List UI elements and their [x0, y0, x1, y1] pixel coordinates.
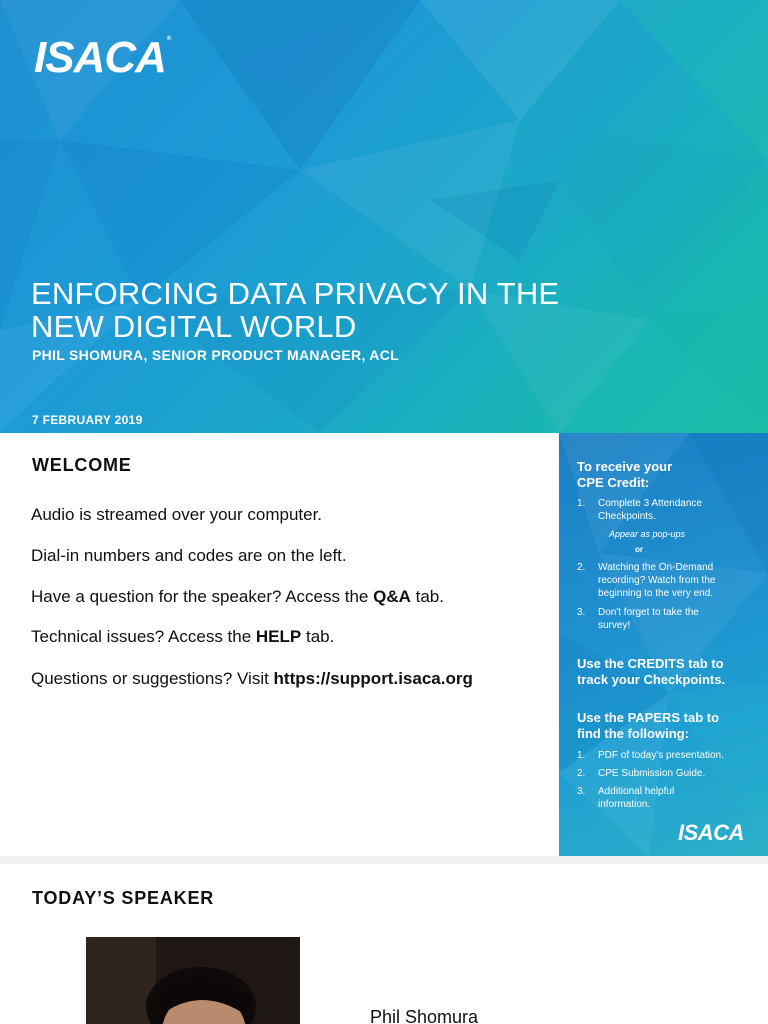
- papers-item-2: 2. CPE Submission Guide.: [577, 768, 706, 779]
- title-line-2: NEW DIGITAL WORLD: [31, 309, 357, 344]
- qa-tab-reference: Q&A: [373, 587, 411, 606]
- speaker-heading: TODAY’S SPEAKER: [32, 888, 215, 908]
- welcome-line-question: Have a question for the speaker? Access the Q&A tab.: [31, 587, 444, 606]
- cpe-step-2: 2. Watching the On-Demand recording? Watch from the beginning to the very end.: [577, 562, 716, 599]
- cpe-heading: To receive your CPE Credit:: [577, 459, 673, 490]
- support-link[interactable]: https://support.isaca.org: [273, 669, 473, 688]
- speaker-name: Phil Shomura: [370, 1007, 479, 1024]
- welcome-line-support: Questions or suggestions? Visit https://support.isaca.org: [31, 669, 473, 688]
- credits-tab-heading: Use the CREDITS tab to track your Checkpoints.: [577, 656, 726, 687]
- cpe-step-3: 3. Don't forget to take the survey!: [577, 607, 699, 631]
- slide-divider: [0, 856, 768, 864]
- help-tab-reference: HELP: [255, 627, 302, 646]
- welcome-heading: WELCOME: [32, 455, 132, 475]
- popup-note: Appear as pop-ups: [609, 529, 686, 539]
- isaca-logo-small: ISACA: [678, 820, 744, 845]
- welcome-line-audio: Audio is streamed over your computer.: [31, 505, 323, 524]
- presentation-date: 7 FEBRUARY 2019: [32, 413, 143, 427]
- papers-item-3: 3. Additional helpful information.: [577, 786, 675, 810]
- papers-tab-heading: Use the PAPERS tab to find the following:: [577, 710, 720, 741]
- isaca-logo: ISACA®: [34, 33, 171, 82]
- speaker-portrait-image: [86, 937, 300, 1024]
- presenter-subtitle: PHIL SHOMURA, SENIOR PRODUCT MANAGER, ACL: [32, 347, 399, 363]
- speaker-photo: [86, 937, 300, 1024]
- welcome-line-dialin: Dial-in numbers and codes are on the left.: [31, 546, 347, 565]
- or-separator: or: [635, 545, 643, 554]
- speaker-slide: [0, 864, 768, 1024]
- papers-item-1: 1. PDF of today's presentation.: [577, 750, 724, 761]
- cpe-step-1: 1. Complete 3 Attendance Checkpoints.: [577, 498, 702, 522]
- title-line-1: ENFORCING DATA PRIVACY IN THE: [31, 276, 560, 311]
- presentation-title: [31, 277, 671, 343]
- cpe-credit-panel: [559, 433, 768, 856]
- welcome-slide: [0, 433, 768, 856]
- welcome-line-technical: Technical issues? Access the HELP tab.: [31, 627, 335, 646]
- title-slide: [0, 0, 768, 433]
